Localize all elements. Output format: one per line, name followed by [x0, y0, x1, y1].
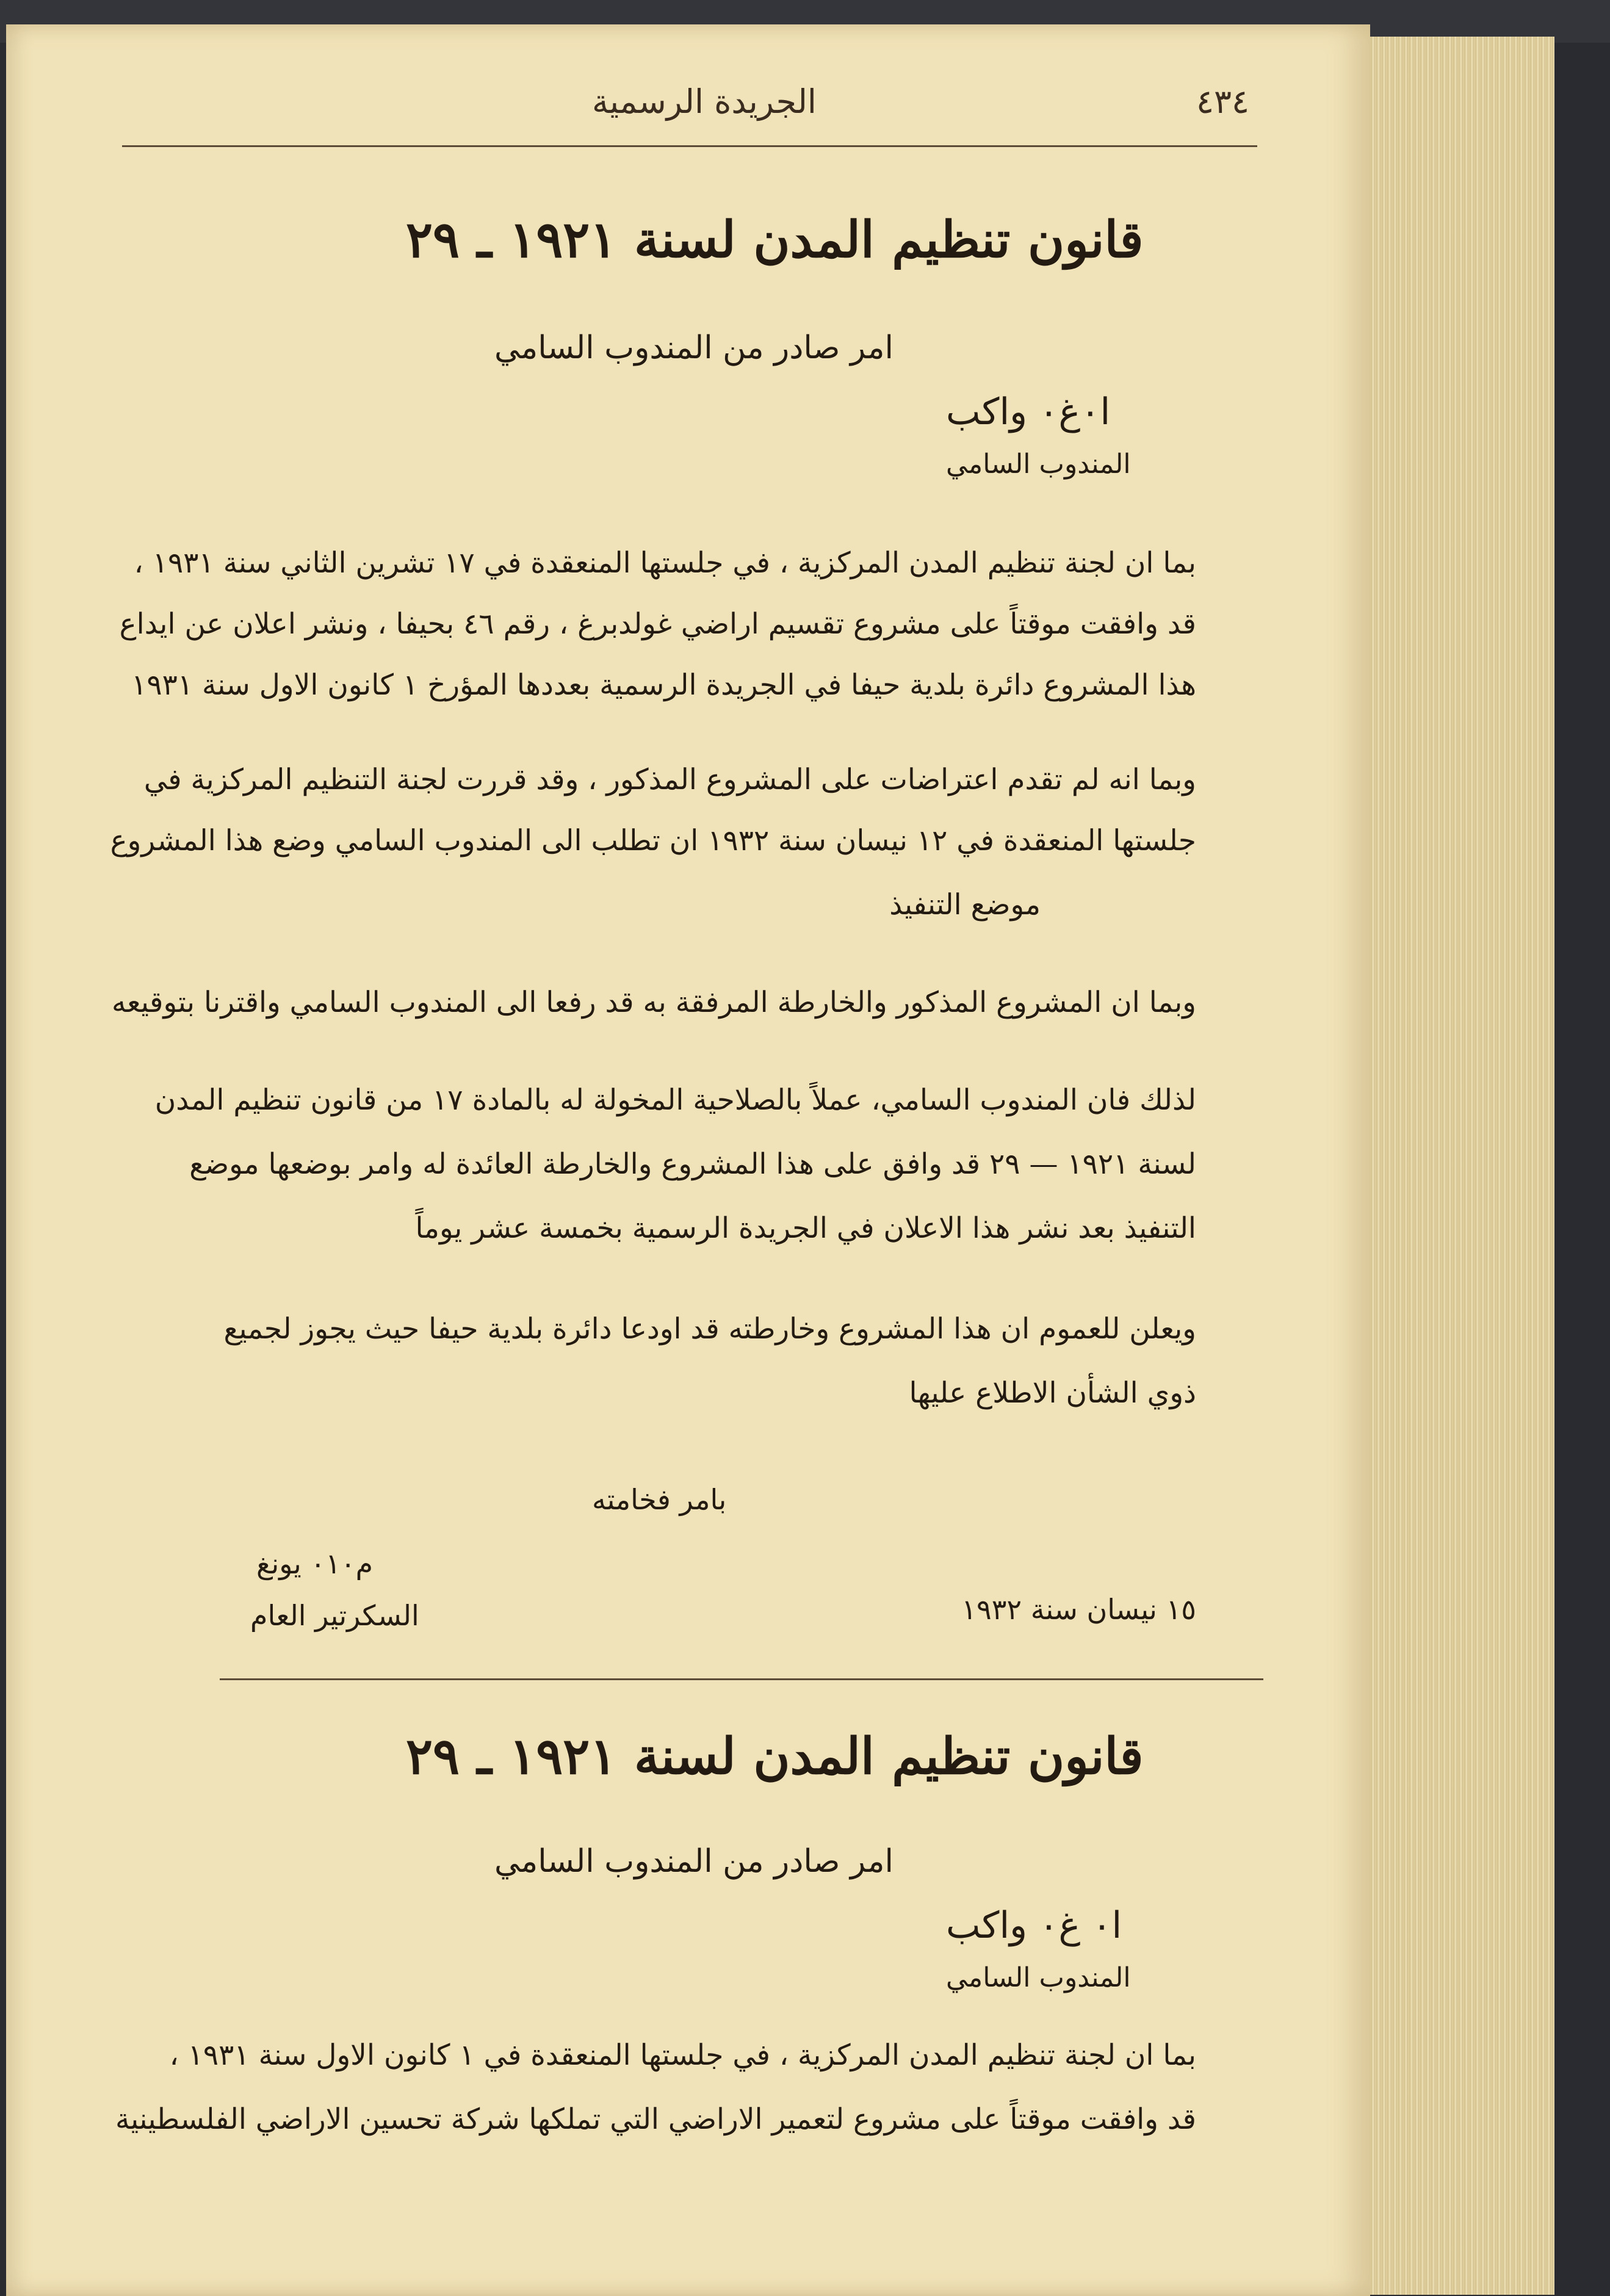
notice1-title: قانون تنظيم المدن لسنة ١٩٢١ ـ ٢٩	[406, 211, 1144, 269]
notice1-para5-line2: ذوي الشأن الاطلاع عليها	[909, 1376, 1196, 1410]
notice1-para2-line3: موضع التنفيذ	[889, 888, 1041, 922]
journal-title: الجريدة الرسمية	[592, 82, 817, 121]
notice2-order-line: امر صادر من المندوب السامي	[494, 1843, 893, 1880]
notice2-para1-line1: بما ان لجنة تنظيم المدن المركزية ، في جلستها المنعقدة في ١ كانون الاول سنة ١٩٣١ ،	[169, 2038, 1196, 2072]
notice1-date: ١٥ نيسان سنة ١٩٣٢	[961, 1593, 1196, 1626]
header-rule	[122, 145, 1257, 147]
notice1-by-order: بامر فخامته	[592, 1483, 727, 1516]
notice2-para1-line2: قد وافقت موقتاً على مشروع لتعمير الاراضي التي تملكها شركة تحسين الاراضي الفلسطينية	[115, 2103, 1196, 2136]
journal-page	[6, 24, 1370, 2296]
notice1-para3-line1: وبما ان المشروع المذكور والخارطة المرفقة به قد رفعا الى المندوب السامي واقترنا بتوقيعه	[111, 986, 1196, 1019]
notice1-para1-line1: بما ان لجنة تنظيم المدن المركزية ، في جلستها المنعقدة في ١٧ تشرين الثاني سنة ١٩٣١ ،	[134, 546, 1196, 580]
notice1-secretary-role: السكرتير العام	[250, 1599, 419, 1632]
notice1-secretary-name: م٠١٠ يونغ	[256, 1547, 374, 1580]
notice2-signatory-role: المندوب السامي	[946, 1962, 1131, 1993]
page-number: ٤٣٤	[1196, 82, 1250, 121]
section-separator	[220, 1678, 1263, 1680]
notice1-signatory-role: المندوب السامي	[946, 449, 1131, 480]
page-edges	[1352, 37, 1554, 2295]
notice1-para4-line1: لذلك فان المندوب السامي، عملاً بالصلاحية المخولة له بالمادة ١٧ من قانون تنظيم المدن	[154, 1083, 1196, 1117]
notice1-para4-line3: التنفيذ بعد نشر هذا الاعلان في الجريدة الرسمية بخمسة عشر يوماً	[415, 1211, 1196, 1245]
notice2-title: قانون تنظيم المدن لسنة ١٩٢١ ـ ٢٩	[406, 1727, 1144, 1786]
notice1-para2-line1: وبما انه لم تقدم اعتراضات على المشروع المذكور ، وقد قررت لجنة التنظيم المركزية في	[143, 763, 1196, 796]
notice1-para1-line2: قد وافقت موقتاً على مشروع تقسيم اراضي غولدبرغ ، رقم ٤٦ بحيفا ، ونشر اعلان عن ايداع	[119, 607, 1196, 641]
notice1-para1-line3: هذا المشروع دائرة بلدية حيفا في الجريدة الرسمية بعددها المؤرخ ١ كانون الاول سنة ١٩٣١	[131, 668, 1196, 702]
notice1-para4-line2: لسنة ١٩٢١ — ٢٩ قد وافق على هذا المشروع والخارطة العائدة له وامر بوضعها موضع	[189, 1147, 1196, 1181]
notice2-signatory: ا٠ غ٠ واكب	[946, 1904, 1122, 1947]
notice1-para2-line2: جلستها المنعقدة في ١٢ نيسان سنة ١٩٣٢ ان تطلب الى المندوب السامي وضع هذا المشروع	[110, 824, 1196, 857]
notice1-para5-line1: ويعلن للعموم ان هذا المشروع وخارطته قد اودعا دائرة بلدية حيفا حيث يجوز لجميع	[223, 1312, 1196, 1346]
notice1-signatory: ا٠غ٠ واكب	[946, 391, 1111, 433]
notice1-order-line: امر صادر من المندوب السامي	[494, 330, 893, 366]
